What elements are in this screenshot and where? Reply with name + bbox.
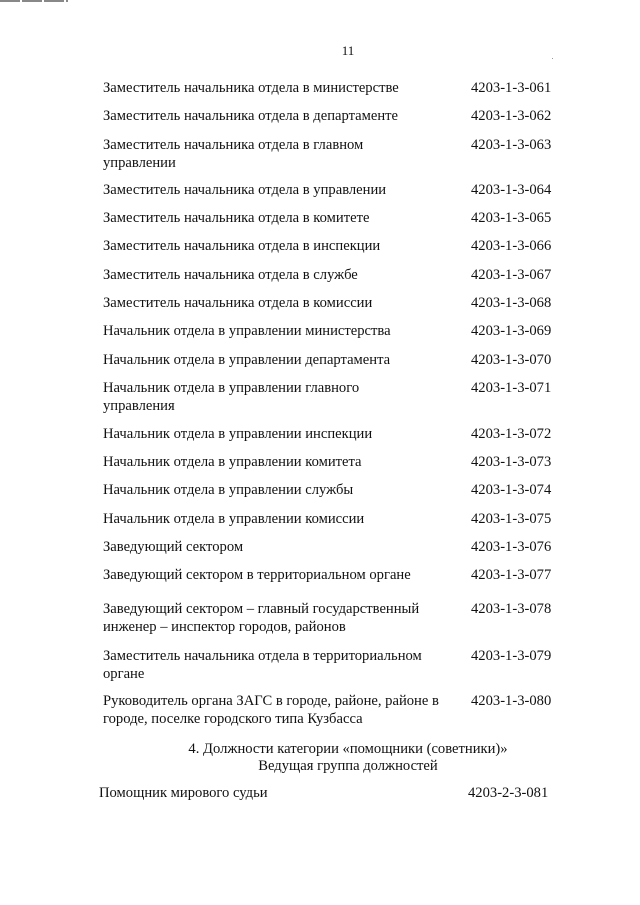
position-name: Помощник мирового судьи	[99, 785, 268, 801]
section-subtitle: Ведущая группа должностей	[258, 758, 438, 774]
page-number: 11	[341, 43, 355, 58]
position-name: Начальник отдела в управлении комитета	[103, 454, 362, 470]
position-code: 4203-1-3-071	[471, 380, 552, 396]
position-name: Начальник отдела в управлении министерства	[103, 323, 391, 339]
position-code: 4203-1-3-066	[471, 238, 552, 254]
scan-artifact	[0, 0, 68, 2]
position-code: 4203-1-3-064	[471, 182, 552, 198]
position-name: Заместитель начальника отдела в комитете	[103, 210, 370, 226]
position-name: Начальник отдела в управлении комиссии	[103, 511, 365, 527]
position-code: 4203-1-3-079	[471, 648, 552, 664]
position-name: Заместитель начальника отдела в министерстве	[103, 80, 399, 96]
position-name: Начальник отдела в управлении инспекции	[103, 426, 373, 442]
position-code: 4203-1-3-069	[471, 323, 552, 339]
position-name: Заместитель начальника отдела в инспекции	[103, 238, 381, 254]
position-name: Заместитель начальника отдела в службе	[103, 267, 358, 283]
position-code: 4203-1-3-065	[471, 210, 552, 226]
scan-dot	[552, 58, 553, 59]
position-code: 4203-1-3-075	[471, 511, 552, 527]
position-code: 4203-1-3-080	[471, 693, 552, 709]
position-name: Заместитель начальника отдела в управлении	[103, 182, 387, 198]
position-code: 4203-1-3-063	[471, 137, 552, 153]
position-code: 4203-1-3-074	[471, 482, 552, 498]
position-name: Заведующий сектором	[103, 539, 244, 555]
position-code: 4203-1-3-062	[471, 108, 552, 124]
position-code: 4203-1-3-061	[471, 80, 552, 96]
position-code: 4203-2-3-081	[468, 785, 549, 801]
position-name: Руководитель органа ЗАГС в городе, районе, районе в городе, поселке городского типа Кузбасса	[103, 693, 439, 727]
position-code: 4203-1-3-072	[471, 426, 552, 442]
position-name: Заместитель начальника отдела в департаменте	[103, 108, 399, 124]
section-title: 4. Должности категории «помощники (советники)»	[188, 741, 508, 757]
position-name: Заместитель начальника отдела в территориальном органе	[103, 648, 422, 682]
position-name: Заместитель начальника отдела в комиссии	[103, 295, 373, 311]
position-code: 4203-1-3-067	[471, 267, 552, 283]
position-name: Заведующий сектором в территориальном органе	[103, 567, 411, 583]
position-name: Начальник отдела в управлении департамента	[103, 352, 391, 368]
position-name: Заведующий сектором – главный государственный инженер – инспектор городов, районов	[103, 601, 420, 635]
position-code: 4203-1-3-073	[471, 454, 552, 470]
position-code: 4203-1-3-068	[471, 295, 552, 311]
position-code: 4203-1-3-076	[471, 539, 552, 555]
position-code: 4203-1-3-070	[471, 352, 552, 368]
position-name: Начальник отдела в управлении службы	[103, 482, 354, 498]
position-code: 4203-1-3-077	[471, 567, 552, 583]
position-name: Заместитель начальника отдела в главном управлении	[103, 137, 364, 171]
position-code: 4203-1-3-078	[471, 601, 552, 617]
position-name: Начальник отдела в управлении главного управления	[103, 380, 360, 414]
